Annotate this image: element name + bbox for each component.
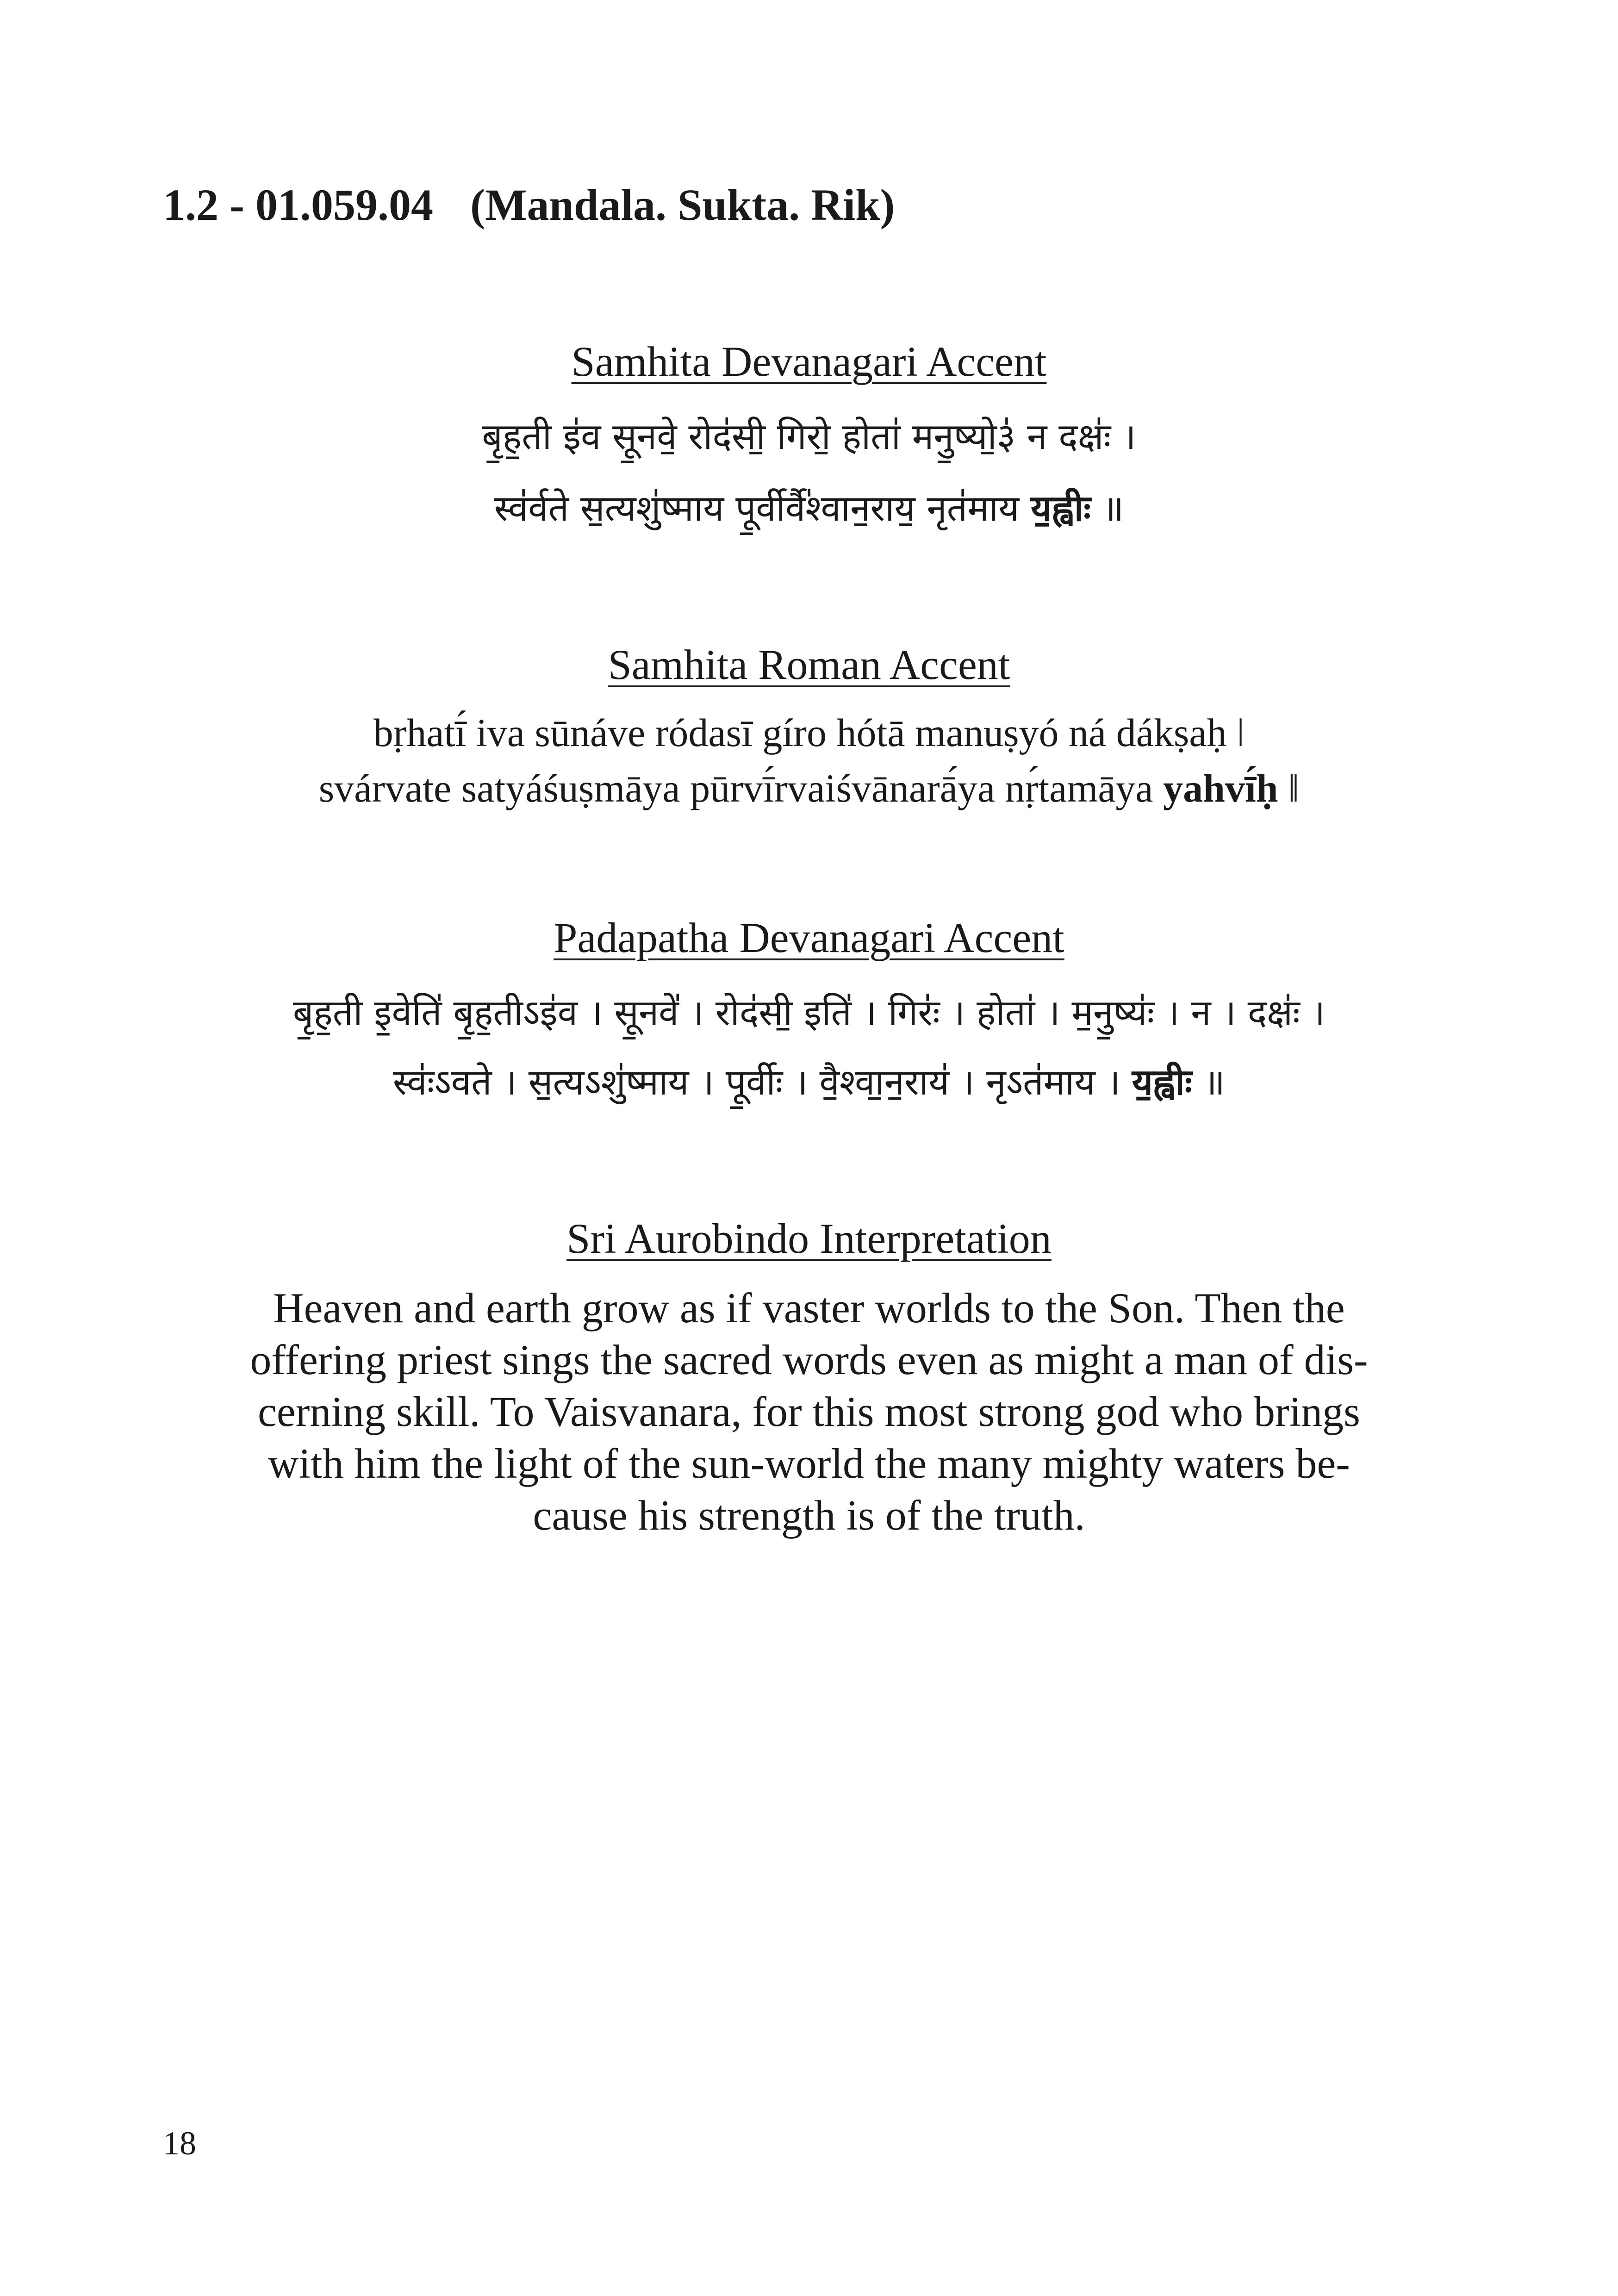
samhita-roman-line-2 — [0, 768, 1618, 808]
interpretation-line-4: with him the light of the sun-world the many mighty waters be- — [268, 1440, 1350, 1487]
samhita-roman-line-1 — [0, 710, 1618, 755]
samhita-roman-line-2-end: ǁ — [1288, 766, 1300, 810]
interpretation-line-3: cerning skill. To Vaisvanara, for this most strong god who brings — [258, 1388, 1360, 1435]
samhita-devanagari-bold-word: य॒ह्वीः — [1031, 488, 1091, 529]
interpretation-paragraph — [176, 1282, 1442, 1541]
padapatha-devanagari-line-1 — [0, 992, 1618, 1034]
page-number: 18 — [163, 2125, 196, 2162]
interpretation-title: Sri Aurobindo Interpretation — [566, 1215, 1052, 1262]
samhita-roman-bold-word: yahvī́ḥ — [1163, 766, 1278, 810]
samhita-devanagari-line-1-text: बृ॒ह॒ती इ॑व सू॒नवे॒ रोद॑सी॒ गिरो॒ होता॑ मनु॒ष्यो॒३॑ न दक्षः॑ । — [482, 416, 1136, 458]
verse-reference: 1.2 - 01.059.04 — [163, 180, 433, 230]
padapatha-devanagari-line-2 — [0, 1064, 1618, 1101]
interpretation-line-2: offering priest sings the sacred words even as might a man of dis- — [250, 1336, 1368, 1383]
verse-reference-format: (Mandala. Sukta. Rik) — [470, 180, 895, 230]
interpretation-line-5: cause his strength is of the truth. — [533, 1492, 1085, 1539]
page-heading — [163, 180, 895, 230]
interpretation-line-1: Heaven and earth grow as if vaster worlds to the Son. Then the — [273, 1284, 1345, 1332]
padapatha-devanagari-title: Padapatha Devanagari Accent — [554, 914, 1064, 961]
padapatha-devanagari-line-1-text: बृ॒ह॒ती इ॒वेति॑ बृ॒ह॒तीऽइ॑व । सू॒नवे॑ । रोद॑सी॒ इति॑ । गिरः॑ । होता॑ । म॒नु॒ष्यः॑ । न । दक्षः॑ । — [292, 992, 1326, 1034]
samhita-devanagari-line-1 — [0, 416, 1618, 458]
samhita-devanagari-line-2-text: स्व॑र्वते स॒त्यशु॑ष्माय पू॒र्वीर्वै॑श्वान॒राय॒ नृत॑माय — [494, 488, 1020, 529]
samhita-devanagari-line-2-end: ॥ — [1102, 488, 1124, 529]
samhita-roman-line-2-text: svárvate satyáśuṣmāya pūrvī́rvaiśvānarā́ya nṛ́tamāya — [318, 766, 1153, 810]
samhita-devanagari-title: Samhita Devanagari Accent — [571, 338, 1047, 385]
padapatha-devanagari-bold-word: य॒ह्वीः — [1132, 1062, 1192, 1103]
samhita-devanagari-line-2 — [0, 488, 1618, 529]
samhita-roman-title: Samhita Roman Accent — [608, 641, 1010, 688]
samhita-roman-line-1-text: bṛhatī́ iva sūnáve ródasī gíro hótā manuṣyó ná dákṣaḥ ǀ — [373, 710, 1245, 755]
padapatha-devanagari-line-2-text: स्वः॑ऽवते । स॒त्यऽशु॑ष्माय । पू॒र्वीः । वै॒श्वा॒न॒राय॑ । नृऽत॑माय । — [392, 1062, 1120, 1103]
padapatha-devanagari-line-2-end: ॥ — [1203, 1062, 1226, 1103]
